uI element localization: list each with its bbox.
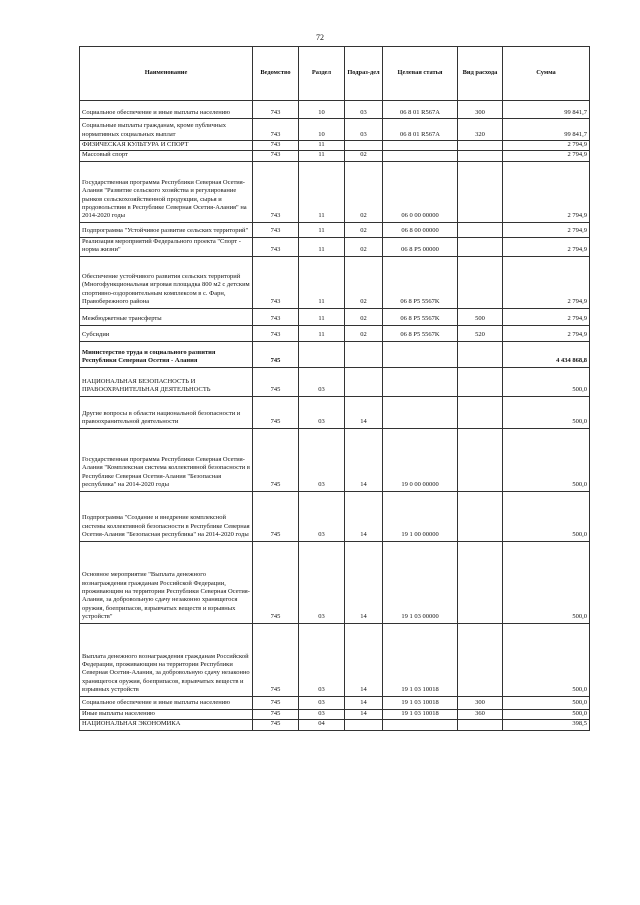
table-header-row — [80, 47, 590, 101]
cell-vid-raskhoda — [458, 367, 503, 396]
cell-razdel: 03 — [299, 623, 345, 696]
table-row — [80, 151, 590, 161]
cell-podrazdel: 14 — [345, 709, 383, 719]
cell-celevaya-statya: 19 1 03 00000 — [383, 541, 458, 623]
cell-vedomstvo: 743 — [253, 151, 299, 161]
cell-name: Подпрограмма "Устойчивое развитие сельских территорий" — [80, 222, 253, 237]
cell-vid-raskhoda — [458, 161, 503, 222]
cell-vedomstvo: 745 — [253, 341, 299, 367]
cell-vedomstvo: 745 — [253, 709, 299, 719]
cell-celevaya-statya: 06 8 P5 5567K — [383, 256, 458, 308]
table-row — [80, 491, 590, 541]
cell-name: Другие вопросы в области национальной безопасности и правоохранительной деятельности — [80, 396, 253, 428]
cell-name: Подпрограмма "Создание и внедрение комплексной системы коллективной безопасности в Республике Северная Осетия-Алания "Безопасная республика" на 2014-2020 годы — [80, 491, 253, 541]
cell-vid-raskhoda: 300 — [458, 696, 503, 709]
cell-celevaya-statya: 06 8 00 00000 — [383, 222, 458, 237]
table-row — [80, 222, 590, 237]
cell-podrazdel: 14 — [345, 491, 383, 541]
cell-summa: 2 794,9 — [503, 325, 590, 341]
cell-vedomstvo: 743 — [253, 141, 299, 151]
cell-razdel: 04 — [299, 720, 345, 730]
cell-summa: 2 794,9 — [503, 141, 590, 151]
header-vid-raskhoda: Вид расхода — [458, 47, 503, 101]
cell-podrazdel: 14 — [345, 623, 383, 696]
cell-vid-raskhoda: 300 — [458, 101, 503, 119]
cell-celevaya-statya — [383, 341, 458, 367]
cell-vid-raskhoda — [458, 341, 503, 367]
budget-table — [79, 46, 590, 731]
cell-celevaya-statya: 19 1 00 00000 — [383, 491, 458, 541]
cell-vid-raskhoda — [458, 623, 503, 696]
table-row — [80, 141, 590, 151]
cell-name: Обеспечение устойчивого развития сельских территорий (Многофункциональная игровая площадка 800 м2 с детским спортивно-оздоровительным комплексом в с. Фарн, Правобережного района — [80, 256, 253, 308]
header-summa: Сумма — [503, 47, 590, 101]
cell-summa: 500,0 — [503, 623, 590, 696]
cell-name: Министерство труда и социального развития Республики Северная Осетия - Алания — [80, 341, 253, 367]
cell-razdel: 10 — [299, 119, 345, 141]
table-row — [80, 161, 590, 222]
table-row — [80, 341, 590, 367]
cell-vid-raskhoda — [458, 396, 503, 428]
cell-podrazdel — [345, 367, 383, 396]
cell-vedomstvo: 745 — [253, 720, 299, 730]
cell-name: Основное мероприятие "Выплата денежного вознаграждения гражданам Российской Федерации, проживающим на территории Республики Северная Осетия-Алания, за добровольную сдачу незаконно хранящегося оружия, боеприпасов, взрывчатых веществ и взрывных устройств" — [80, 541, 253, 623]
cell-name: Государственная программа Республики Северная Осетия-Алания "Развитие сельского хозяйства и регулирование рынков сельскохозяйственной продукции, сырья и продовольствия в Республике Северная Осетия-Алания" на 2014-2020 годы — [80, 161, 253, 222]
cell-summa: 2 794,9 — [503, 308, 590, 325]
cell-vid-raskhoda — [458, 256, 503, 308]
cell-razdel: 03 — [299, 428, 345, 491]
header-podrazdel: Подраз-дел — [345, 47, 383, 101]
cell-razdel — [299, 341, 345, 367]
table-row — [80, 720, 590, 730]
cell-razdel: 11 — [299, 256, 345, 308]
cell-podrazdel — [345, 720, 383, 730]
cell-name: Субсидии — [80, 325, 253, 341]
cell-vedomstvo: 745 — [253, 491, 299, 541]
cell-vid-raskhoda — [458, 541, 503, 623]
table-row — [80, 367, 590, 396]
cell-podrazdel: 02 — [345, 308, 383, 325]
cell-summa: 500,0 — [503, 491, 590, 541]
cell-podrazdel: 03 — [345, 101, 383, 119]
header-vedomstvo: Ведомство — [253, 47, 299, 101]
cell-summa: 500,0 — [503, 428, 590, 491]
cell-celevaya-statya — [383, 141, 458, 151]
cell-podrazdel: 02 — [345, 222, 383, 237]
cell-name: ФИЗИЧЕСКАЯ КУЛЬТУРА И СПОРТ — [80, 141, 253, 151]
cell-podrazdel: 02 — [345, 325, 383, 341]
cell-razdel: 03 — [299, 367, 345, 396]
cell-celevaya-statya: 06 8 01 R567A — [383, 119, 458, 141]
cell-celevaya-statya: 19 1 03 10018 — [383, 696, 458, 709]
cell-summa: 398,5 — [503, 720, 590, 730]
cell-razdel: 03 — [299, 541, 345, 623]
page-number: 72 — [316, 33, 324, 42]
cell-vedomstvo: 743 — [253, 256, 299, 308]
cell-razdel: 03 — [299, 696, 345, 709]
cell-summa: 99 841,7 — [503, 119, 590, 141]
table-row — [80, 325, 590, 341]
cell-podrazdel: 02 — [345, 256, 383, 308]
cell-vid-raskhoda: 520 — [458, 325, 503, 341]
cell-name: Массовый спорт — [80, 151, 253, 161]
table-row — [80, 256, 590, 308]
table-row — [80, 623, 590, 696]
cell-summa: 4 434 868,8 — [503, 341, 590, 367]
cell-vedomstvo: 745 — [253, 428, 299, 491]
cell-razdel: 03 — [299, 396, 345, 428]
cell-vedomstvo: 745 — [253, 623, 299, 696]
cell-razdel: 03 — [299, 491, 345, 541]
cell-podrazdel: 02 — [345, 161, 383, 222]
cell-razdel: 11 — [299, 161, 345, 222]
cell-razdel: 11 — [299, 325, 345, 341]
cell-celevaya-statya — [383, 151, 458, 161]
cell-vid-raskhoda — [458, 428, 503, 491]
cell-summa: 500,0 — [503, 367, 590, 396]
table-row — [80, 237, 590, 256]
cell-celevaya-statya: 06 8 01 R567A — [383, 101, 458, 119]
cell-name: Реализация мероприятий Федерального проекта "Спорт - норма жизни" — [80, 237, 253, 256]
cell-summa: 2 794,9 — [503, 222, 590, 237]
cell-vedomstvo: 743 — [253, 308, 299, 325]
cell-vedomstvo: 745 — [253, 696, 299, 709]
cell-razdel: 11 — [299, 141, 345, 151]
cell-summa: 500,0 — [503, 541, 590, 623]
cell-summa: 500,0 — [503, 696, 590, 709]
header-celevaya-statya: Целевая статья — [383, 47, 458, 101]
cell-podrazdel: 02 — [345, 237, 383, 256]
cell-vedomstvo: 745 — [253, 541, 299, 623]
cell-name: Межбюджетные трансферты — [80, 308, 253, 325]
cell-podrazdel: 02 — [345, 151, 383, 161]
table-row — [80, 709, 590, 719]
cell-vedomstvo: 743 — [253, 237, 299, 256]
cell-celevaya-statya: 06 8 P5 5567K — [383, 308, 458, 325]
cell-razdel: 10 — [299, 101, 345, 119]
cell-vid-raskhoda — [458, 237, 503, 256]
cell-celevaya-statya — [383, 396, 458, 428]
table-row — [80, 396, 590, 428]
cell-vid-raskhoda: 360 — [458, 709, 503, 719]
cell-podrazdel: 14 — [345, 428, 383, 491]
cell-name: Социальное обеспечение и иные выплаты населению — [80, 101, 253, 119]
table-row — [80, 308, 590, 325]
cell-name: Иные выплаты населению — [80, 709, 253, 719]
cell-vid-raskhoda — [458, 141, 503, 151]
cell-vid-raskhoda — [458, 491, 503, 541]
table-row — [80, 696, 590, 709]
cell-vedomstvo: 745 — [253, 396, 299, 428]
table-body — [80, 101, 590, 731]
cell-summa: 500,0 — [503, 396, 590, 428]
cell-celevaya-statya — [383, 720, 458, 730]
cell-podrazdel: 14 — [345, 396, 383, 428]
cell-razdel: 03 — [299, 709, 345, 719]
cell-podrazdel: 14 — [345, 696, 383, 709]
table-row — [80, 119, 590, 141]
table-row — [80, 541, 590, 623]
cell-razdel: 11 — [299, 151, 345, 161]
cell-celevaya-statya: 19 1 03 10018 — [383, 623, 458, 696]
cell-vedomstvo: 743 — [253, 101, 299, 119]
cell-vedomstvo: 743 — [253, 161, 299, 222]
cell-razdel: 11 — [299, 222, 345, 237]
cell-vedomstvo: 743 — [253, 222, 299, 237]
cell-celevaya-statya — [383, 367, 458, 396]
cell-vedomstvo: 743 — [253, 119, 299, 141]
cell-vid-raskhoda: 500 — [458, 308, 503, 325]
cell-summa: 2 794,9 — [503, 237, 590, 256]
cell-vid-raskhoda — [458, 222, 503, 237]
cell-summa: 500,0 — [503, 709, 590, 719]
cell-vedomstvo: 745 — [253, 367, 299, 396]
cell-vid-raskhoda — [458, 720, 503, 730]
cell-celevaya-statya: 19 1 03 10018 — [383, 709, 458, 719]
cell-podrazdel — [345, 341, 383, 367]
cell-podrazdel — [345, 141, 383, 151]
cell-vid-raskhoda — [458, 151, 503, 161]
cell-vid-raskhoda: 320 — [458, 119, 503, 141]
cell-celevaya-statya: 19 0 00 00000 — [383, 428, 458, 491]
table-row — [80, 428, 590, 491]
cell-name: НАЦИОНАЛЬНАЯ ЭКОНОМИКА — [80, 720, 253, 730]
header-razdel: Раздел — [299, 47, 345, 101]
cell-summa: 2 794,9 — [503, 161, 590, 222]
cell-summa: 2 794,9 — [503, 151, 590, 161]
cell-razdel: 11 — [299, 308, 345, 325]
cell-name: Государственная программа Республики Северная Осетия-Алания "Комплексная система коллективной безопасности в Республике Северная Осетия-Алания "Безопасная республика" на 2014-2020 годы — [80, 428, 253, 491]
cell-name: НАЦИОНАЛЬНАЯ БЕЗОПАСНОСТЬ И ПРАВООХРАНИТЕЛЬНАЯ ДЕЯТЕЛЬНОСТЬ — [80, 367, 253, 396]
cell-name: Социальные выплаты гражданам, кроме публичных нормативных социальных выплат — [80, 119, 253, 141]
cell-summa: 99 841,7 — [503, 101, 590, 119]
cell-summa: 2 794,9 — [503, 256, 590, 308]
cell-podrazdel: 14 — [345, 541, 383, 623]
cell-celevaya-statya: 06 0 00 00000 — [383, 161, 458, 222]
cell-vedomstvo: 743 — [253, 325, 299, 341]
cell-celevaya-statya: 06 8 P5 00000 — [383, 237, 458, 256]
table-row — [80, 101, 590, 119]
header-name: Наименование — [80, 47, 253, 101]
cell-name: Выплата денежного вознаграждения гражданам Российской Федерации, проживающим на территории Республики Северная Осетия-Алания, за добровольную сдачу незаконно хранящегося оружия, боеприпасов, взрывчатых веществ и взрывных устройств — [80, 623, 253, 696]
cell-celevaya-statya: 06 8 P5 5567K — [383, 325, 458, 341]
cell-razdel: 11 — [299, 237, 345, 256]
cell-name: Социальное обеспечение и иные выплаты населению — [80, 696, 253, 709]
cell-podrazdel: 03 — [345, 119, 383, 141]
